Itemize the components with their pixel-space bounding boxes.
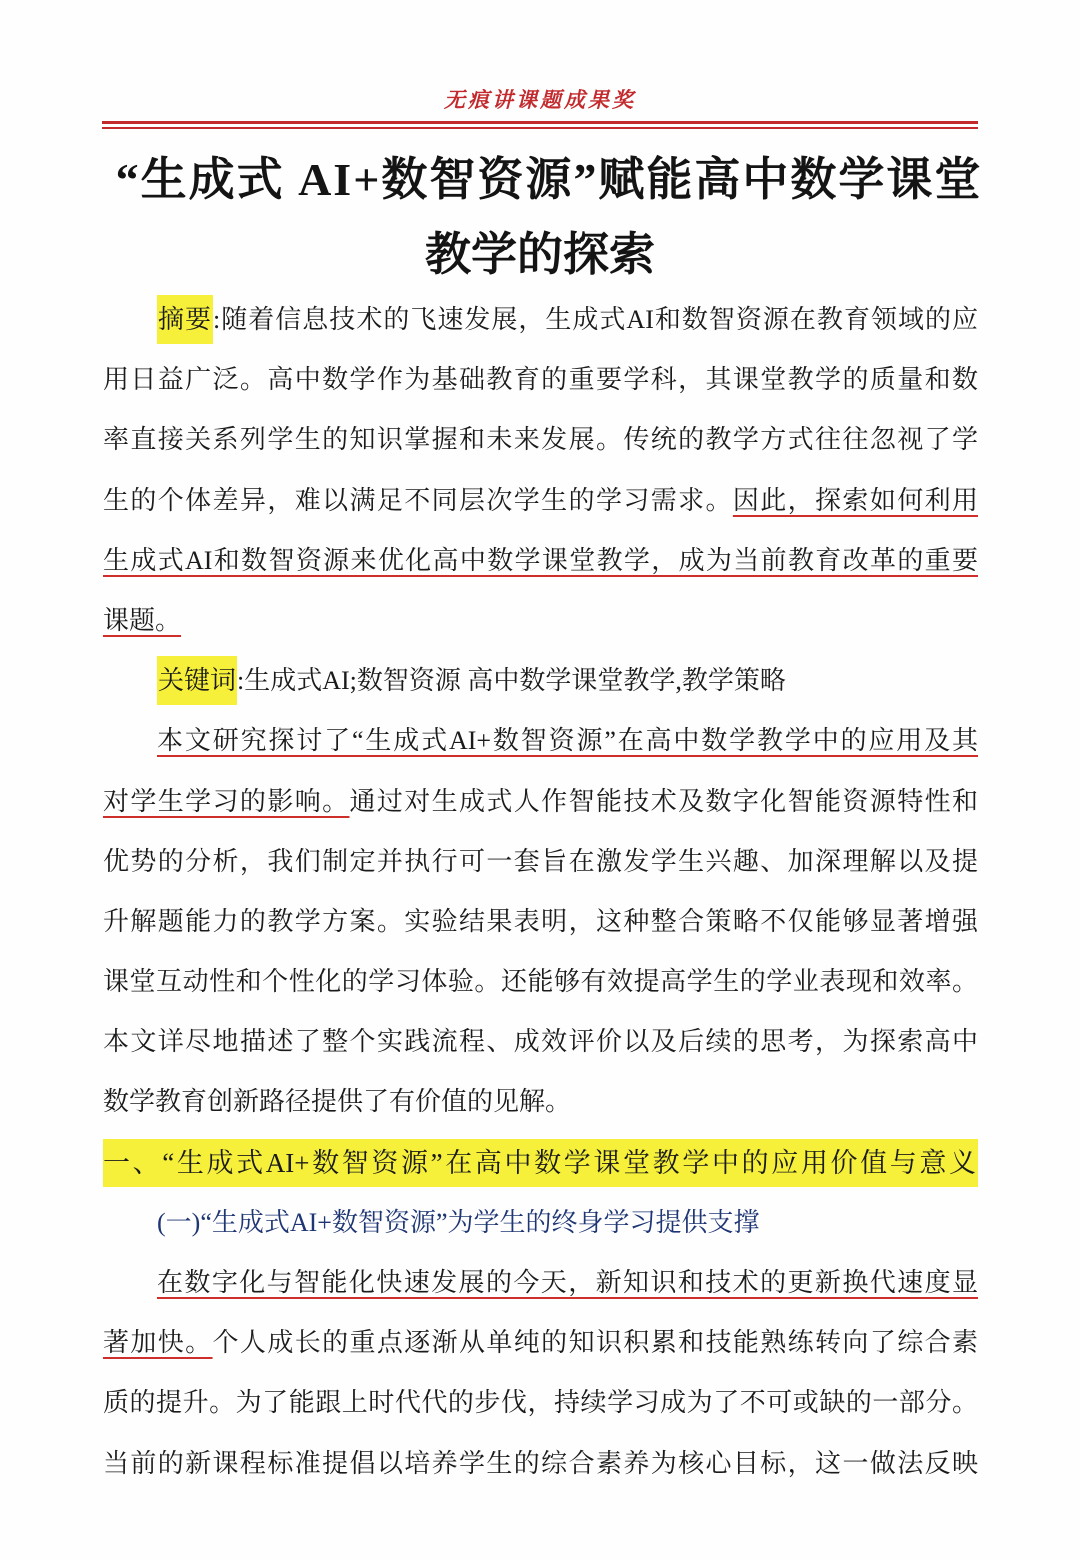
abstract-line: [103, 350, 978, 410]
abstract-text: 生的个体差异，难以满足不同层次学生的学习需求。: [103, 485, 733, 515]
award-banner: 无痕讲课题成果奖: [444, 88, 636, 112]
paper-title-line-1: “生成式 AI+数智资源”赋能高中数学课堂: [115, 154, 983, 205]
intro-text: 课堂互动性和个性化的学习体验。还能够有效提高学生的学业表现和效率。: [103, 967, 978, 997]
section-heading: [103, 1133, 978, 1193]
underlined-text: 在数字化与智能化快速发展的今天，新知识和技术的更新换代速度显: [157, 1268, 978, 1297]
abstract-line: [103, 531, 978, 591]
subsection-heading-text: (一)“生成式AI+数智资源”为学生的终身学习提供支撑: [157, 1207, 760, 1237]
keywords-label: 关键词: [157, 656, 237, 705]
abstract-line: [103, 591, 978, 651]
abstract-line: [103, 290, 978, 350]
keywords-line: [103, 651, 978, 711]
intro-line: [103, 1072, 978, 1132]
abstract-text: 用日益广泛。高中数学作为基础教育的重要学科，其课堂教学的质量和数: [103, 365, 978, 395]
header-rule-thick: [102, 121, 978, 124]
subsection-line: [103, 1434, 978, 1494]
subsection-heading: [103, 1193, 978, 1253]
intro-line: [103, 1012, 978, 1072]
paper-title-line-2: 教学的探索: [425, 229, 655, 280]
section-heading-text: 一、“生成式AI+数智资源”在高中数学课堂教学中的应用价值与意义: [103, 1139, 978, 1187]
intro-text: 通过对生成式人作智能技术及数字化智能资源特性和: [349, 786, 978, 816]
intro-line: [103, 711, 978, 771]
underlined-text: 本文研究探讨了“生成式AI+数智资源”在高中数学教学中的应用及其: [157, 726, 978, 756]
subsection-line: [103, 1373, 978, 1433]
abstract-paragraph: [103, 290, 978, 651]
intro-paragraph: [103, 711, 978, 1132]
abstract-text: :随着信息技术的飞速发展，生成式AI和数智资源在教育领域的应: [213, 305, 978, 334]
intro-line: [103, 892, 978, 952]
subsection-text: 个人成长的重点逐渐从单纯的知识积累和技能熟练转向了综合素: [212, 1328, 978, 1358]
underlined-text: 对学生学习的影响。: [103, 786, 350, 816]
subsection-line: [103, 1313, 978, 1373]
keywords-text: :生成式AI;数智资源 高中数学课堂教学,教学策略: [237, 666, 786, 696]
underlined-text: 著加快。: [103, 1328, 213, 1358]
abstract-line: [103, 410, 978, 470]
intro-line: [103, 832, 978, 892]
subsection-text: 质的提升。为了能跟上时代代的步伐，持续学习成为了不可或缺的一部分。: [103, 1388, 978, 1418]
intro-text: 本文详尽地描述了整个实践流程、成效评价以及后续的思考，为探索高中: [103, 1027, 978, 1057]
intro-text: 优势的分析，我们制定并执行可一套旨在激发学生兴趣、加深理解以及提: [103, 846, 978, 876]
subsection-paragraph: [103, 1253, 978, 1494]
abstract-text: 率直接关系列学生的知识掌握和未来发展。传统的教学方式往往忽视了学: [103, 425, 978, 455]
underlined-text: 生成式AI和数智资源来优化高中数学课堂教学，成为当前教育改革的重要: [103, 545, 978, 575]
intro-line: [103, 952, 978, 1012]
abstract-line: [103, 471, 978, 531]
intro-text: 升解题能力的教学方案。实验结果表明，这种整合策略不仅能够显著增强: [103, 906, 978, 936]
underlined-text: 因此，探索如何利用: [732, 485, 978, 515]
intro-line: [103, 772, 978, 832]
abstract-label: 摘要: [157, 295, 213, 344]
subsection-line: [103, 1253, 978, 1313]
document-body: [103, 290, 978, 1494]
subsection-text: 当前的新课程标准提倡以培养学生的综合素养为核心目标，这一做法反映: [103, 1448, 978, 1478]
underlined-text: 课题。: [103, 605, 182, 635]
header-rule-thin: [102, 127, 978, 129]
intro-text: 数学教育创新路径提供了有价值的见解。: [103, 1087, 572, 1117]
